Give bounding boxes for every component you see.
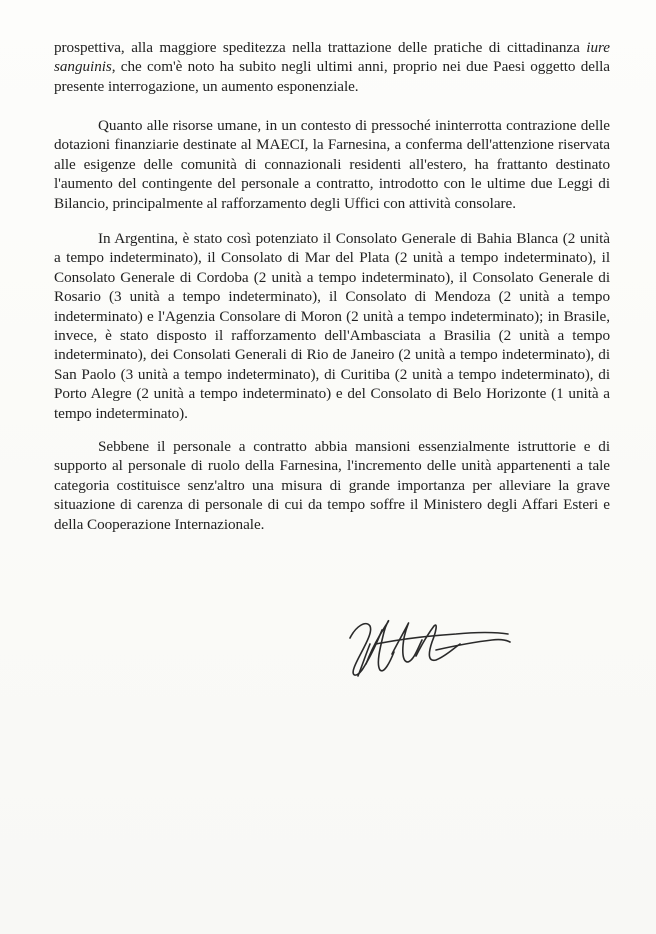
- paragraph-consulates: [54, 229, 610, 423]
- paragraph-continuation: [54, 38, 610, 96]
- paragraph-1-italic-term: iure sanguinis: [54, 39, 610, 76]
- handwritten-signature: [336, 604, 516, 694]
- paragraph-conclusion: [54, 437, 610, 534]
- paragraph-4-text: Sebbene il personale a contratto abbia mansioni essenzialmente istruttorie e di supporto al personale di ruolo della Farnesina, l'incremento delle unità appartenenti a tale categoria costituisce senz'altro una misura di grande importanza per alleviare la grave situazione di carenza di personale di cui da tempo soffre il Ministero degli Affari Esteri e della Cooperazione Internazionale.: [54, 438, 610, 533]
- paragraph-1-text-end: , che com'è noto ha subito negli ultimi anni, proprio nei due Paesi oggetto della presente interrogazione, un aumento esponenziale.: [54, 58, 610, 95]
- paragraph-2-text: Quanto alle risorse umane, in un contesto di pressoché ininterrotta contrazione delle dotazioni finanziarie destinate al MAECI, la Farnesina, a conferma dell'attenzione riservata alle esigenze delle comunità di connazionali residenti all'estero, ha frattanto destinato l'aumento del contingente del personale a contratto, introdotto con le ultime due Leggi di Bilancio, principalmente al rafforzamento degli Uffici con attività consolare.: [54, 117, 610, 212]
- paragraph-3-text: In Argentina, è stato così potenziato il Consolato Generale di Bahia Blanca (2 unità a tempo indeterminato), il Consolato di Mar del Plata (2 unità a tempo indeterminato), il Consolato Generale di Cordoba (2 unità a tempo indeterminato), il Consolato Generale di Rosario (3 unità a tempo indeterminato), il Consolato di Mendoza (2 unità a tempo indeterminato) e l'Agenzia Consolare di Moron (2 unità a tempo indeterminato); in Brasile, invece, è stato disposto il rafforzamento dell'Ambasciata a Brasilia (2 unità a tempo indeterminato), dei Consolati Generali di Rio de Janeiro (2 unità a tempo indeterminato), di San Paolo (3 unità a tempo indeterminato), di Curitiba (2 unità a tempo indeterminato), di Porto Alegre (2 unità a tempo indeterminato) e del Consolato di Belo Horizonte (1 unità a tempo indeterminato).: [54, 230, 610, 422]
- paragraph-1-text-start: prospettiva, alla maggiore speditezza nella trattazione delle pratiche di cittadinanza: [54, 39, 587, 56]
- paragraph-human-resources: [54, 116, 610, 213]
